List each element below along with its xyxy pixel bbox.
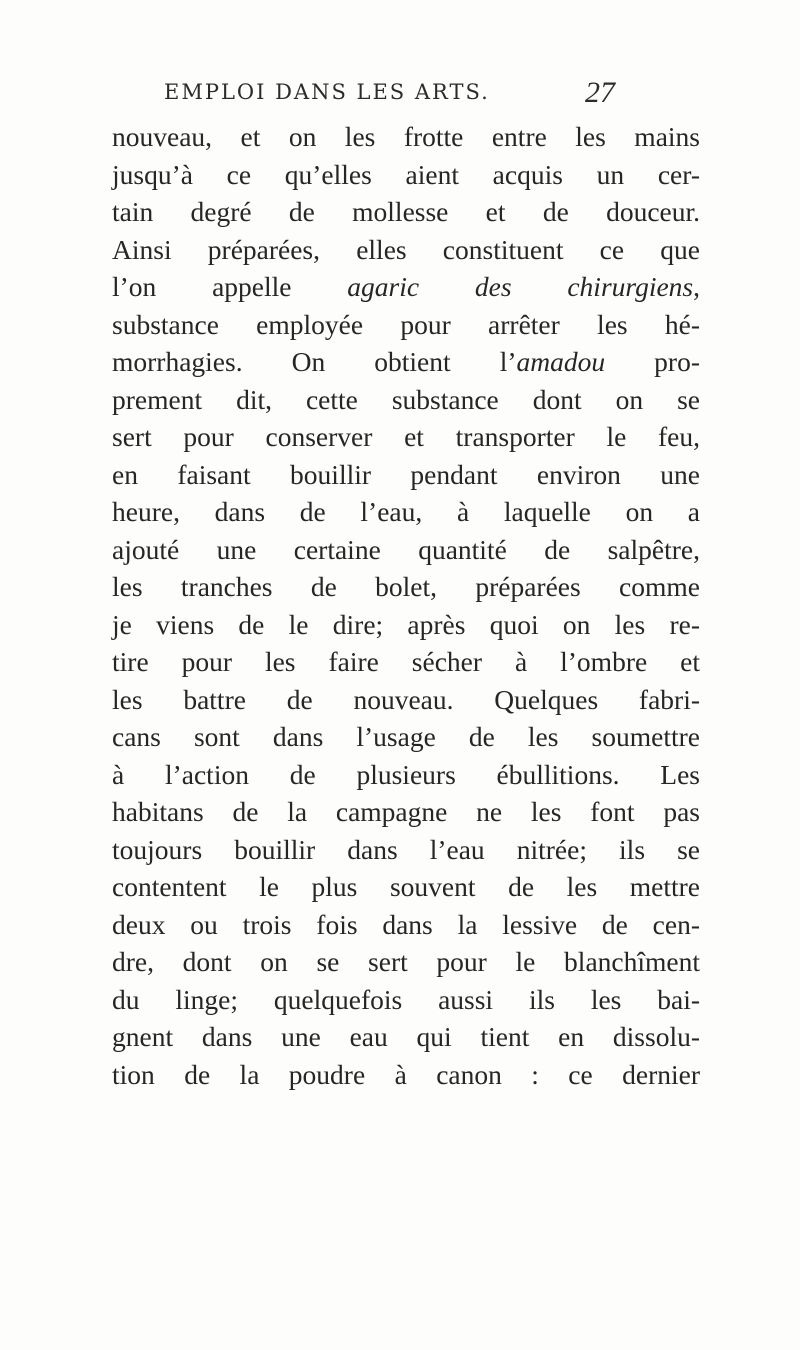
text-segment: cans sont dans l’usage de les soumettre: [112, 721, 700, 752]
text-line: [112, 381, 700, 419]
text-segment: prement dit, cette substance dont on se: [112, 383, 700, 415]
text-line: [112, 306, 700, 344]
text-line: [112, 531, 700, 569]
text-segment: substance employée pour arrêter les hé-: [112, 308, 700, 340]
text-segment: sert pour conserver et transporter le feu,: [112, 421, 700, 452]
text-line: [112, 418, 700, 456]
text-line: [112, 981, 700, 1019]
running-head: EMPLOI DANS LES ARTS.: [164, 80, 490, 104]
text-segment: deux ou trois fois dans la lessive de cen-: [112, 908, 700, 940]
text-line: [112, 681, 700, 719]
text-line: [112, 1018, 700, 1056]
text-segment: gnent dans une eau qui tient en dissolu-: [112, 1021, 700, 1052]
text-segment: du linge; quelquefois aussi ils les bai-: [112, 983, 700, 1015]
text-line: [112, 568, 700, 606]
text-segment: contentent le plus souvent de les mettre: [112, 871, 700, 902]
text-segment: je viens de le dire; après quoi on les re-: [112, 608, 700, 640]
text-line: [112, 943, 700, 981]
text-segment: tire pour les faire sécher à l’ombre et: [112, 646, 700, 677]
text-segment: morrhagies. On obtient l’: [112, 346, 517, 377]
text-line: [112, 268, 700, 306]
text-segment: ,: [693, 271, 700, 302]
text-segment: tion de la poudre à canon : ce dernier: [112, 1058, 700, 1090]
text-line: [112, 231, 700, 269]
text-line: [112, 156, 700, 194]
text-line: [112, 906, 700, 944]
text-line: [112, 606, 700, 644]
text-segment: nouveau, et on les frotte entre les mains: [112, 121, 700, 152]
text-segment: heure, dans de l’eau, à laquelle on a: [112, 496, 700, 527]
text-segment: jusqu’à ce qu’elles aient acquis un cer-: [112, 158, 700, 190]
text-line: [112, 456, 700, 494]
text-segment: l’on appelle: [112, 271, 348, 302]
page-header: [0, 76, 800, 120]
text-line: [112, 1056, 700, 1094]
text-segment: Ainsi préparées, elles constituent ce que: [112, 233, 700, 265]
italic-term: amadou: [516, 346, 606, 377]
text-segment: habitans de la campagne ne les font pas: [112, 796, 700, 827]
body-text: [112, 118, 700, 1093]
text-segment: à l’action de plusieurs ébullitions. Les: [112, 758, 700, 790]
text-segment: en faisant bouillir pendant environ une: [112, 458, 700, 490]
text-line: [112, 643, 700, 681]
text-segment: toujours bouillir dans l’eau nitrée; ils se: [112, 833, 700, 865]
text-segment: dre, dont on se sert pour le blanchîment: [112, 946, 700, 977]
text-line: [112, 118, 700, 156]
text-line: [112, 831, 700, 869]
text-line: [112, 793, 700, 831]
text-line: [112, 718, 700, 756]
text-line: [112, 193, 700, 231]
text-line: [112, 868, 700, 906]
text-segment: les battre de nouveau. Quelques fabri-: [112, 683, 700, 715]
text-segment: tain degré de mollesse et de douceur.: [112, 196, 700, 227]
text-line: [112, 756, 700, 794]
text-line: [112, 343, 700, 381]
text-segment: pro-: [605, 346, 700, 377]
page-number: 27: [585, 76, 615, 109]
text-segment: ajouté une certaine quantité de salpêtre,: [112, 533, 700, 565]
italic-term: agaric des chirurgiens: [347, 271, 694, 302]
text-segment: les tranches de bolet, préparées comme: [112, 571, 700, 602]
text-line: [112, 493, 700, 531]
